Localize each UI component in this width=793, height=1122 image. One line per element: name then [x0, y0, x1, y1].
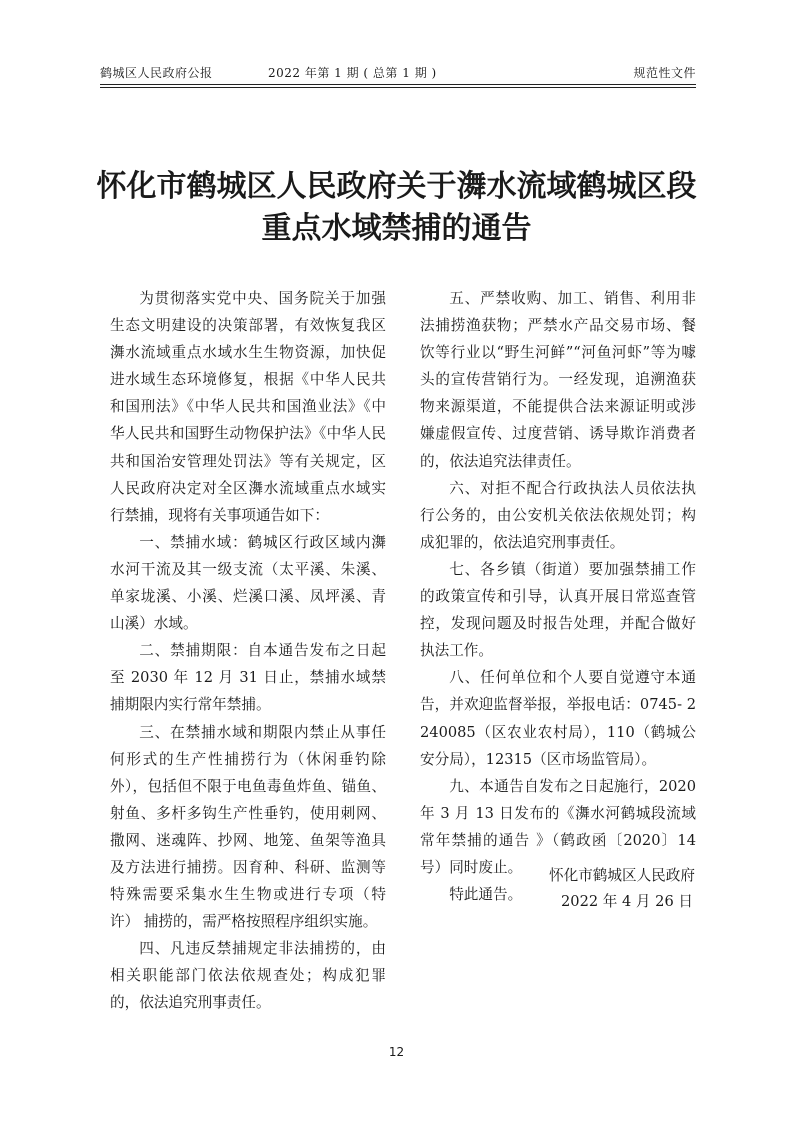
body-column-right [420, 285, 696, 908]
item-5-paragraph: 五、严禁收购、加工、销售、利用非法捕捞渔获物；严禁水产品交易市场、餐饮等行业以“野生河鲜”“河鱼河虾”等为噱头的宣传营销行为。一经发现，追溯渔获物来源渠道，不能提供合法来源证明或涉嫌虚假宣传、过度营销、诱导欺诈消费者的，依法追究法律责任。 [420, 290, 696, 470]
header-rule-top [100, 84, 696, 85]
item-2-paragraph: 二、禁捕期限：自本通告发布之日起至 2030 年 12 月 31 日止，禁捕水域禁捕期限内实行常年禁捕。 [110, 642, 386, 714]
document-title-line-1: 怀化市鹤城区人民政府关于㵲水流域鹤城区段 [96, 169, 697, 204]
item-9-paragraph: 九、本通告自发布之日起施行，2020 年 3 月 13 日发布的《㵲水河鹤城段流域常年禁捕的通告 》（鹤政函〔2020〕14 号）同时废止。 [420, 777, 696, 876]
publication-name: 鹤城区人民政府公报 [100, 66, 213, 80]
document-category: 规范性文件 [633, 66, 696, 80]
item-4-paragraph: 四、凡违反禁捕规定非法捕捞的，由相关职能部门依法依规查处；构成犯罪的，依法追究刑事责任。 [110, 940, 386, 1012]
item-8-paragraph: 八、任何单位和个人要自觉遵守本通告，并欢迎监督举报，举报电话：0745- 2240085（区农业农村局），110（鹤城公安分局），12315（区市场监管局）。 [420, 669, 696, 768]
item-3-paragraph: 三、在禁捕水域和期限内禁止从事任何形式的生产性捕捞行为（休闲垂钓除外），包括但不限于电鱼毒鱼炸鱼、锚鱼、射鱼、多杆多钩生产性垂钓，使用刺网、撒网、迷魂阵、抄网、地笼、鱼架等渔具及方法进行捕捞。因育种、科研、监测等特殊需要采集水生生物或进行专项（特许） 捕捞的，需严格按照程序组织实施。 [110, 723, 386, 931]
closing-paragraph: 特此通告。 [449, 886, 523, 904]
signature-organization: 怀化市鹤城区人民政府 [549, 867, 695, 884]
document-title-line-2: 重点水域禁捕的通告 [261, 211, 532, 246]
page-number: 12 [388, 1045, 405, 1059]
item-7-paragraph: 七、各乡镇（街道）要加强禁捕工作的政策宣传和引导，认真开展日常巡查管控，发现问题及时报告处理，并配合做好执法工作。 [420, 560, 696, 660]
page-header [100, 62, 696, 82]
item-6-paragraph: 六、对拒不配合行政执法人员依法执行公务的，由公安机关依法依规处罚；构成犯罪的，依法追究刑事责任。 [420, 479, 696, 551]
item-1-paragraph: 一、禁捕水域：鹤城区行政区域内㵲水河干流及其一级支流（太平溪、朱溪、单家垅溪、小溪、烂溪口溪、凤坪溪、青山溪）水域。 [110, 533, 386, 633]
body-column-left [110, 285, 386, 1017]
signature-date: 2022 年 4 月 26 日 [561, 893, 693, 910]
header-rule-bottom [100, 87, 696, 88]
issue-number: 2022 年第 1 期 ( 总第 1 期 ) [268, 66, 437, 80]
intro-paragraph: 为贯彻落实党中央、国务院关于加强生态文明建设的决策部署，有效恢复我区㵲水流域重点水域水生生物资源，加快促进水域生态环境修复，根据《中华人民共和国刑法》《中华人民共和国渔业法》《中华人民共和国野生动物保护法》《中华人民共和国治安管理处罚法》等有关规定，区人民政府决定对全区㵲水流域重点水域实行禁捕，现将有关事项通告如下： [110, 290, 386, 524]
